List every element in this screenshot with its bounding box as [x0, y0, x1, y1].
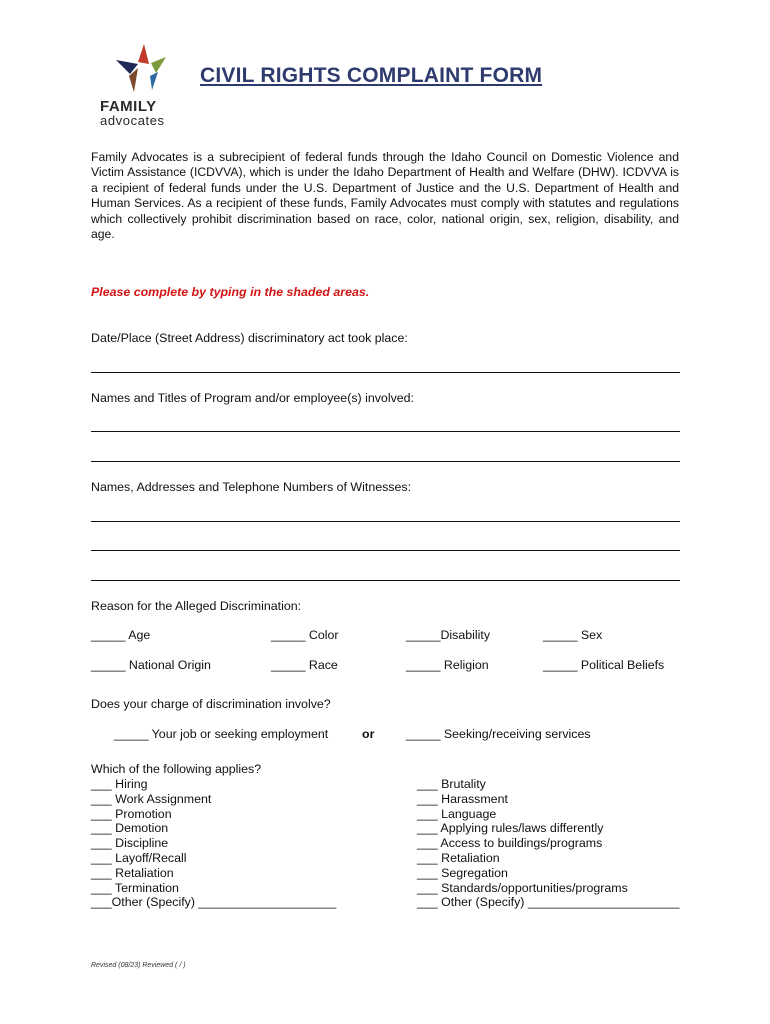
- star-logo-icon: [100, 42, 190, 98]
- list-item[interactable]: ___ Layoff/Recall: [91, 850, 187, 865]
- reason-age[interactable]: _____ Age: [91, 628, 151, 642]
- reason-disability[interactable]: _____Disability: [406, 628, 491, 642]
- revision-footer: Revised (08/23) Reviewed ( / ): [91, 962, 186, 969]
- logo-word-family: FAMILY: [100, 98, 157, 115]
- applies-left-list: [91, 777, 336, 910]
- list-item[interactable]: ___ Hiring: [91, 777, 148, 791]
- date-place-label: Date/Place (Street Address) discriminatory act took place:: [91, 331, 408, 345]
- list-item[interactable]: ___ Termination: [91, 880, 179, 895]
- list-item[interactable]: ___ Standards/opportunities/programs: [417, 880, 628, 895]
- applies-right-list: [417, 777, 679, 910]
- list-item[interactable]: ___ Language: [417, 806, 497, 821]
- witnesses-label: Names, Addresses and Telephone Numbers of Witnesses:: [91, 480, 412, 494]
- instruction-text: Please complete by typing in the shaded areas.: [91, 285, 370, 299]
- list-item[interactable]: ___ Retaliation: [91, 865, 174, 880]
- reason-political-beliefs[interactable]: _____ Political Beliefs: [543, 658, 665, 672]
- reason-sex[interactable]: _____ Sex: [543, 628, 603, 642]
- charge-heading: Does your charge of discrimination involve?: [91, 697, 331, 711]
- list-item[interactable]: ___ Demotion: [91, 821, 169, 836]
- reason-race[interactable]: _____ Race: [271, 658, 338, 672]
- names-titles-label: Names and Titles of Program and/or employee(s) involved:: [91, 391, 414, 405]
- list-item[interactable]: ___ Harassment: [417, 791, 508, 806]
- logo-word-advocates: advocates: [100, 113, 165, 128]
- reason-color[interactable]: _____ Color: [271, 628, 339, 642]
- page-title: CIVIL RIGHTS COMPLAINT FORM: [200, 64, 543, 87]
- list-item[interactable]: ___Other (Specify) ____________________: [91, 895, 337, 910]
- list-item[interactable]: ___ Segregation: [417, 865, 508, 880]
- list-item[interactable]: ___ Promotion: [91, 806, 172, 821]
- list-item[interactable]: ___ Access to buildings/programs: [417, 836, 603, 851]
- list-item[interactable]: ___ Discipline: [91, 836, 169, 851]
- charge-or-text: or: [362, 727, 375, 741]
- list-item[interactable]: ___ Applying rules/laws differently: [417, 821, 604, 836]
- names-titles-input-line-2[interactable]: [91, 461, 680, 462]
- intro-paragraph: Family Advocates is a subrecipient of federal funds through the Idaho Council on Domestic Violence and Victim Assistance (ICDVVA), which is under the Idaho Department of Health and Welfare (DHW). ICDVVA is a recipient of federal funds under the U.S. Department of Justice and the U.S. Department of Health and Human Services. As a recipient of these funds, Family Advocates must comply with statutes and regulations which collectively prohibit discrimination based on race, color, national origin, sex, religion, disability, and age.: [91, 150, 679, 242]
- list-item[interactable]: ___ Brutality: [417, 777, 486, 791]
- reason-heading: Reason for the Alleged Discrimination:: [91, 599, 302, 613]
- witnesses-input-line-1[interactable]: [91, 521, 680, 522]
- list-item[interactable]: ___ Retaliation: [417, 850, 500, 865]
- charge-services-option[interactable]: _____ Seeking/receiving services: [406, 727, 591, 741]
- date-place-input-line[interactable]: [91, 372, 680, 373]
- witnesses-input-line-3[interactable]: [91, 580, 680, 581]
- reason-religion[interactable]: _____ Religion: [406, 658, 489, 672]
- charge-job-option[interactable]: _____ Your job or seeking employment: [114, 727, 329, 741]
- reason-national-origin[interactable]: _____ National Origin: [91, 658, 211, 672]
- applies-heading: Which of the following applies?: [91, 762, 262, 776]
- list-item[interactable]: ___ Work Assignment: [91, 791, 212, 806]
- names-titles-input-line-1[interactable]: [91, 431, 680, 432]
- witnesses-input-line-2[interactable]: [91, 550, 680, 551]
- family-advocates-logo: [100, 42, 190, 132]
- list-item[interactable]: ___ Other (Specify) ______________________: [417, 895, 680, 910]
